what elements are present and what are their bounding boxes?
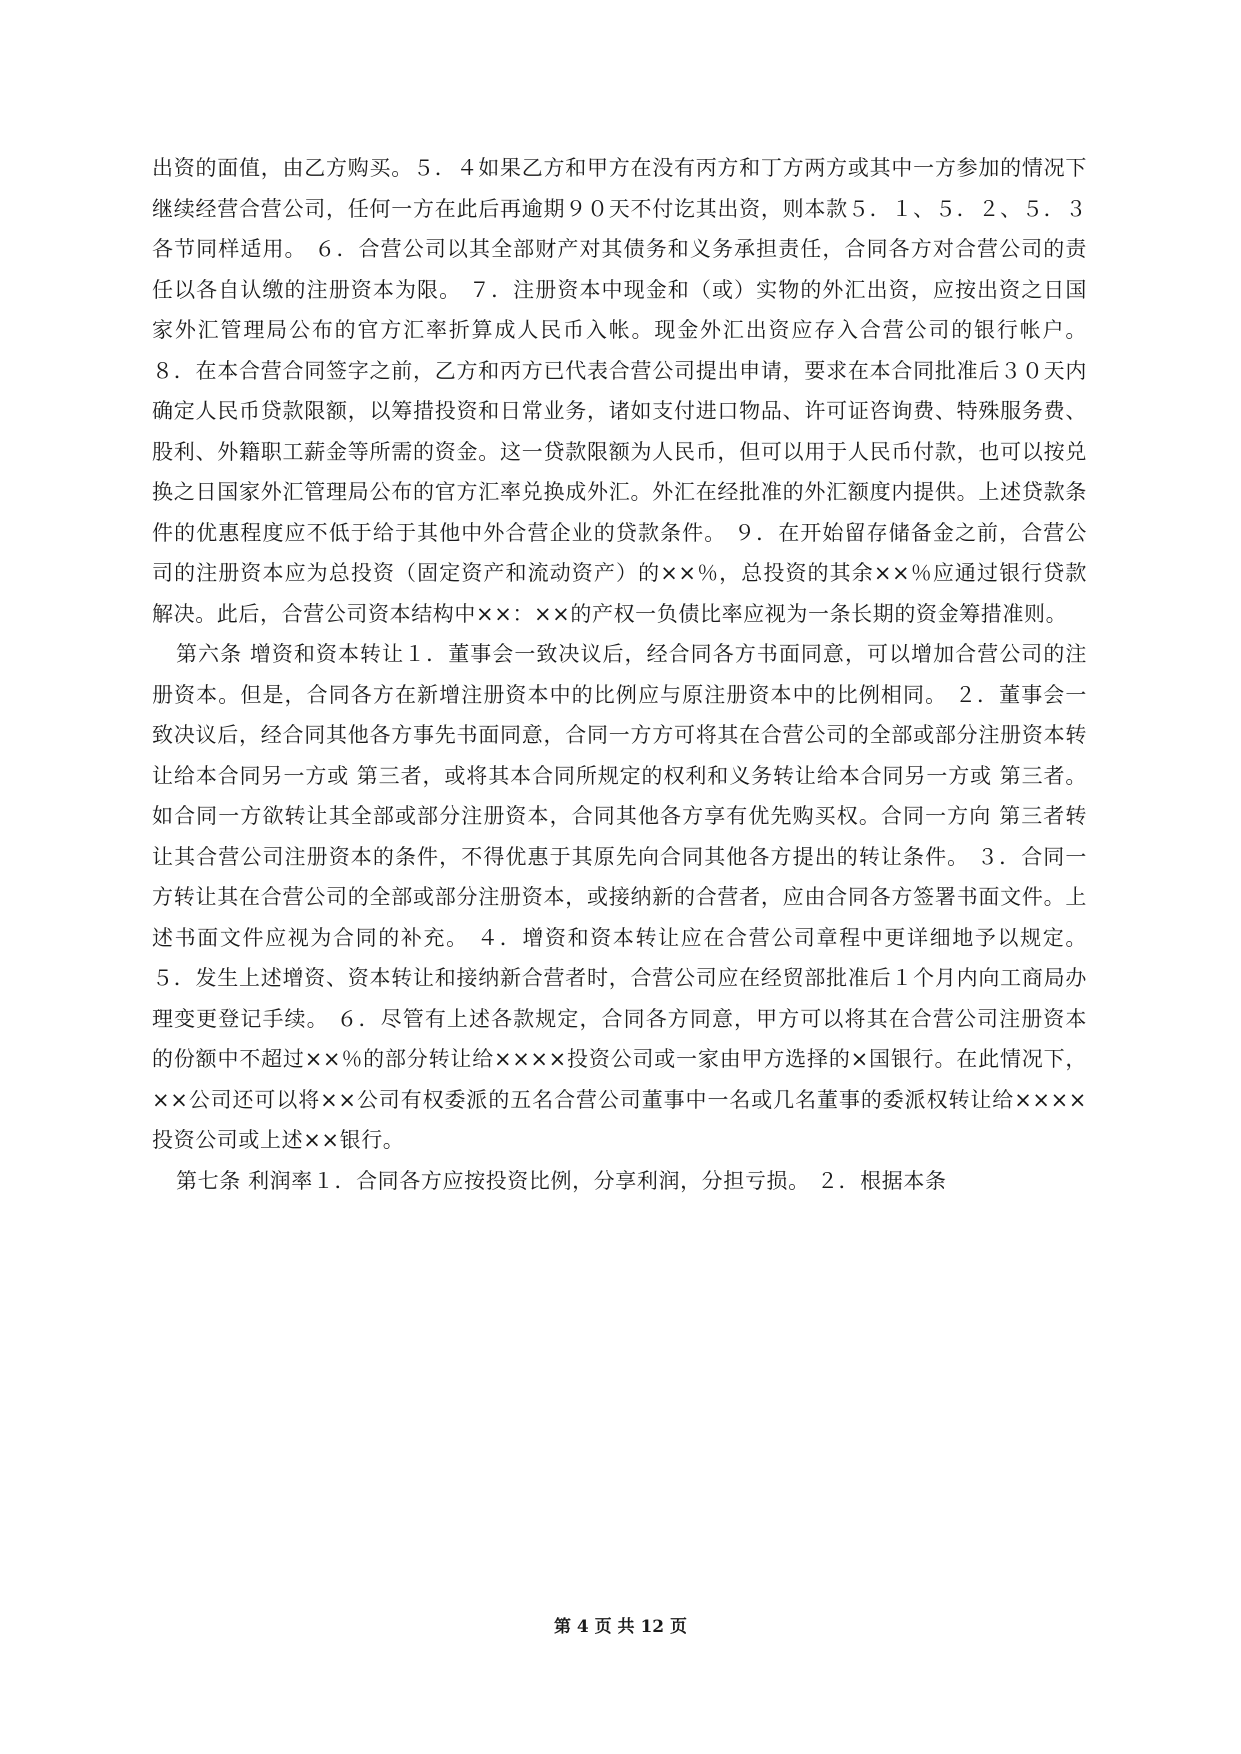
page-number-footer: 第 4 页 共 12 页 [553, 1617, 688, 1637]
document-body [152, 148, 1087, 1201]
paragraph-article-seven: 第七条 利润率１．合同各方应按投资比例，分享利润，分担亏损。 ２．根据本条 [176, 1168, 947, 1193]
paragraph-capital-contribution: 出资的面值，由乙方购买。５．４如果乙方和甲方在没有丙方和丁方两方或其中一方参加的情况下继续经营合营公司，任何一方在此后再逾期９０天不付讫其出资，则本款５．１、５．２、５．３各节同样适用。 ６．合营公司以其全部财产对其债务和义务承担责任，合同各方对合营公司的责任以各自认缴的注册资本为限。 ７．注册资本中现金和（或）实物的外汇出资，应按出资之日国家外汇管理局公布的官方汇率折算成人民币入帐。现金外汇出资应存入合营公司的银行帐户。 ８．在本合营合同签字之前，乙方和丙方已代表合营公司提出申请，要求在本合同批准后３０天内确定人民币贷款限额，以筹措投资和日常业务，诸如支付进口物品、许可证咨询费、特殊服务费、股利、外籍职工薪金等所需的资金。这一贷款限额为人民币，但可以用于人民币付款，也可以按兑换之日国家外汇管理局公布的官方汇率兑换成外汇。外汇在经批准的外汇额度内提供。上述贷款条件的优惠程度应不低于给于其他中外合营企业的贷款条件。 ９．在开始留存储备金之前，合营公司的注册资本应为总投资（固定资产和流动资产）的××％，总投资的其余××％应通过银行贷款解决。此后，合营公司资本结构中××：××的产权一负债比率应视为一条长期的资金筹措准则。 [152, 156, 1087, 626]
paragraph-article-six: 第六条 增资和资本转让１．董事会一致决议后，经合同各方书面同意，可以增加合营公司的注册资本。但是，合同各方在新增注册资本中的比例应与原注册资本中的比例相同。 ２．董事会一致决议后，经合同其他各方事先书面同意，合同一方方可将其在合营公司的全部或部分注册资本转让给本合同另一方或 第三者，或将其本合同所规定的权利和义务转让给本合同另一方或 第三者。如合同一方欲转让其全部或部分注册资本，合同其他各方享有优先购买权。合同一方向 第三者转让其合营公司注册资本的条件，不得优惠于其原先向合同其他各方提出的转让条件。 ３．合同一方转让其在合营公司的全部或部分注册资本，或接纳新的合营者，应由合同各方签署书面文件。上述书面文件应视为合同的补充。 ４．增资和资本转让应在合营公司章程中更详细地予以规定。 ５．发生上述增资、资本转让和接纳新合营者时，合营公司应在经贸部批准后１个月内向工商局办理变更登记手续。 ６．尽管有上述各款规定，合同各方同意，甲方可以将其在合营公司注册资本的份额中不超过××％的部分转让给××××投资公司或一家由甲方选择的×国银行。在此情况下，××公司还可以将××公司有权委派的五名合营公司董事中一名或几名董事的委派权转让给××××投资公司或上述××银行。 [152, 642, 1087, 1152]
